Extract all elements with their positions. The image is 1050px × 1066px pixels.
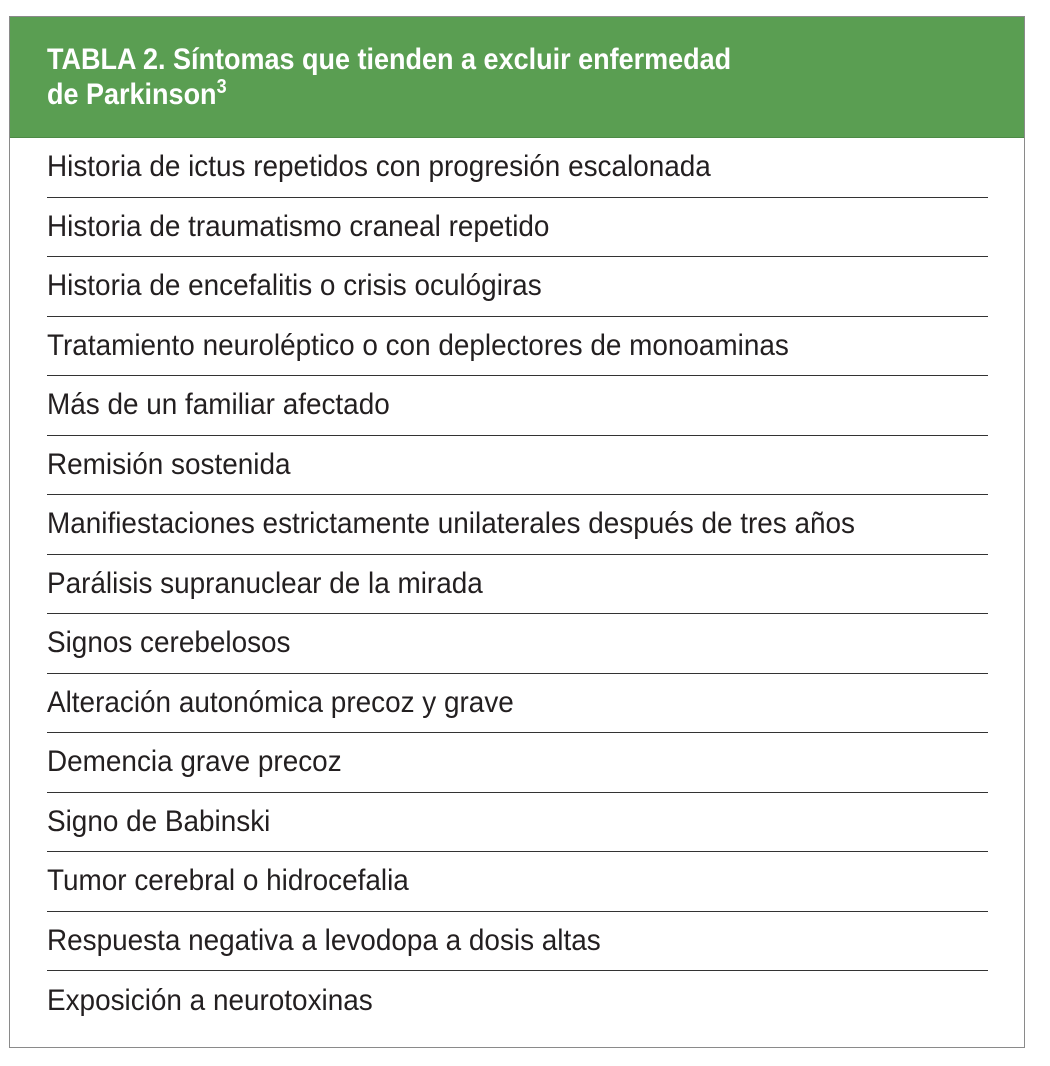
table-row xyxy=(47,436,988,496)
table-row-text: Respuesta negativa a levodopa a dosis altas xyxy=(47,923,601,957)
table-row-text: Más de un familiar afectado xyxy=(47,388,390,422)
table-row xyxy=(47,495,988,555)
table-row-text: Exposición a neurotoxinas xyxy=(47,983,373,1017)
table-row-text: Tratamiento neuroléptico o con deplectores de monoaminas xyxy=(47,328,789,362)
table-row-text: Alteración autonómica precoz y grave xyxy=(47,685,514,719)
table-row xyxy=(47,138,988,198)
table-row xyxy=(47,376,988,436)
table-row xyxy=(47,674,988,734)
table-row-text: Signo de Babinski xyxy=(47,804,271,838)
table-header xyxy=(10,17,1024,138)
table-row-text: Historia de ictus repetidos con progresión escalonada xyxy=(47,150,711,184)
table-row-text: Demencia grave precoz xyxy=(47,745,342,779)
table-row xyxy=(47,793,988,853)
table-row xyxy=(47,257,988,317)
table-title-reference: 3 xyxy=(216,76,227,98)
table-row xyxy=(47,971,988,1031)
table-row-text: Tumor cerebral o hidrocefalia xyxy=(47,864,409,898)
table-row xyxy=(47,614,988,674)
table-row xyxy=(47,912,988,972)
table-row xyxy=(47,555,988,615)
table-rows xyxy=(10,138,1024,1031)
table-row-text: Remisión sostenida xyxy=(47,447,291,481)
table-row xyxy=(47,733,988,793)
table-title-line1: TABLA 2. Síntomas que tienden a excluir enfermedad xyxy=(47,43,732,76)
table-row xyxy=(47,317,988,377)
table-row-text: Parálisis supranuclear de la mirada xyxy=(47,566,483,600)
table-row-text: Historia de traumatismo craneal repetido xyxy=(47,209,550,243)
table-row xyxy=(47,198,988,258)
table-title xyxy=(47,42,926,112)
table-row-text: Signos cerebelosos xyxy=(47,626,291,660)
symptoms-table xyxy=(9,16,1025,1048)
table-row-text: Manifiestaciones estrictamente unilaterales después de tres años xyxy=(47,507,856,541)
table-row-text: Historia de encefalitis o crisis oculógiras xyxy=(47,269,542,303)
table-title-line2: de Parkinson xyxy=(47,78,217,111)
table-row xyxy=(47,852,988,912)
